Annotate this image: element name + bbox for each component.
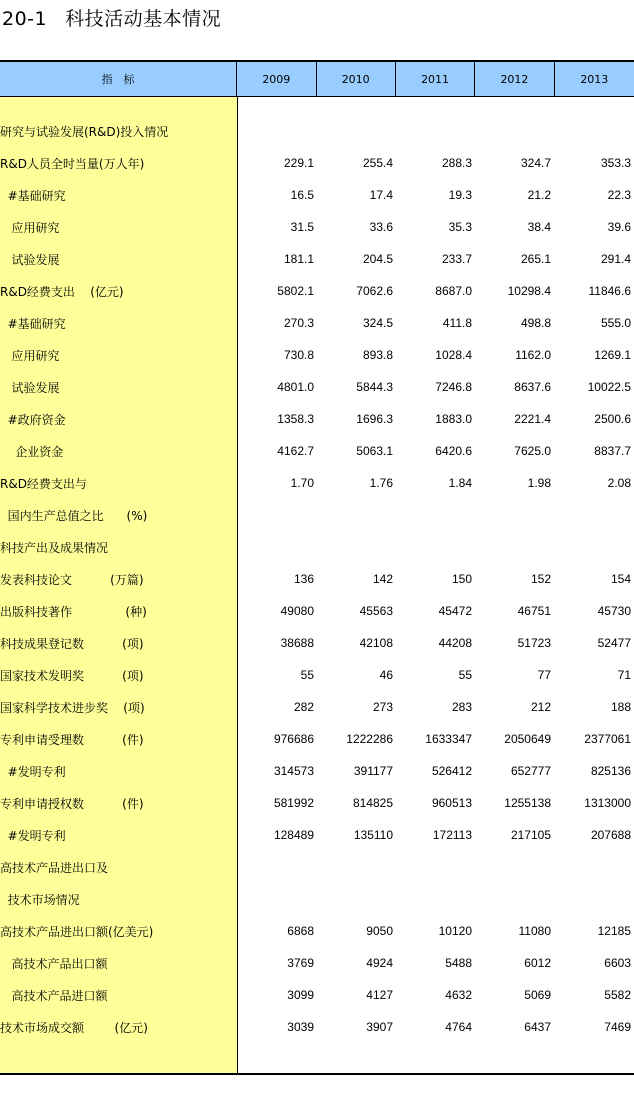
- row-value: 353.3: [600, 156, 631, 170]
- row-value: 33.6: [369, 220, 393, 234]
- row-value: 814825: [352, 796, 393, 810]
- row-value: 273: [372, 700, 393, 714]
- row-value: 3039: [287, 1020, 314, 1034]
- row-value: 46751: [517, 604, 551, 618]
- table-row: [0, 915, 634, 947]
- row-label: 技术市场情况: [0, 892, 80, 907]
- row-label: 应用研究: [0, 348, 60, 363]
- row-value: 8687.0: [435, 284, 472, 298]
- table-row: [0, 723, 634, 755]
- table-row: [0, 531, 634, 563]
- row-value: 526412: [431, 764, 472, 778]
- table-row: [0, 595, 634, 627]
- header-year: 2009: [237, 62, 316, 96]
- row-value: 1358.3: [277, 412, 314, 426]
- row-value: 4764: [445, 1020, 472, 1034]
- row-value: 5802.1: [277, 284, 314, 298]
- table-row: [0, 307, 634, 339]
- row-label: 国内生产总值之比 (%): [0, 508, 148, 523]
- row-value: 12185: [597, 924, 631, 938]
- row-label: 出版科技著作 (种): [0, 604, 147, 619]
- row-label: 高技术产品进口额: [0, 988, 108, 1003]
- row-value: 7062.6: [356, 284, 393, 298]
- data-table: [0, 60, 634, 1075]
- table-row: [0, 339, 634, 371]
- table-row: [0, 691, 634, 723]
- row-value: 6420.6: [435, 444, 472, 458]
- header-indicator: 指 标: [0, 62, 237, 96]
- row-value: 207688: [590, 828, 631, 842]
- row-value: 17.4: [369, 188, 393, 202]
- row-value: 10120: [438, 924, 472, 938]
- header-year: 2010: [317, 62, 396, 96]
- row-label: 高技术产品进出口及: [0, 860, 109, 875]
- row-value: 4127: [366, 988, 393, 1002]
- row-label: 科技成果登记数 (项): [0, 636, 144, 651]
- row-value: 35.3: [448, 220, 472, 234]
- row-label: 试验发展: [0, 380, 60, 395]
- row-value: 555.0: [600, 316, 631, 330]
- row-value: 52477: [597, 636, 631, 650]
- row-label: 技术市场成交额 (亿元): [0, 1020, 148, 1035]
- row-value: 135110: [353, 828, 393, 842]
- row-value: 2050649: [504, 732, 551, 746]
- table-row: [0, 819, 634, 851]
- row-value: 324.7: [520, 156, 551, 170]
- header-year: 2011: [396, 62, 475, 96]
- row-value: 1028.4: [435, 348, 472, 362]
- row-value: 142: [372, 572, 393, 586]
- row-value: 893.8: [362, 348, 393, 362]
- row-value: 825136: [590, 764, 631, 778]
- row-value: 42108: [359, 636, 393, 650]
- table-row: [0, 627, 634, 659]
- row-value: 38688: [280, 636, 314, 650]
- row-label: 高技术产品出口额: [0, 956, 108, 971]
- row-value: 5063.1: [356, 444, 393, 458]
- row-value: 5844.3: [356, 380, 393, 394]
- row-value: 188: [610, 700, 631, 714]
- row-label: 专利申请授权数 (件): [0, 796, 144, 811]
- row-value: 324.5: [362, 316, 393, 330]
- header-year: 2013: [580, 72, 609, 86]
- row-value: 1162.0: [515, 348, 551, 362]
- row-label: 国家科学技术进步奖 (项): [0, 700, 145, 715]
- row-value: 21.2: [527, 188, 551, 202]
- row-value: 212: [530, 700, 551, 714]
- row-value: 976686: [273, 732, 314, 746]
- row-value: 7469: [604, 1020, 631, 1034]
- row-value: 5488: [445, 956, 472, 970]
- row-value: 11080: [518, 924, 551, 938]
- row-value: 2377061: [584, 732, 631, 746]
- row-value: 154: [610, 572, 631, 586]
- row-value: 1633347: [425, 732, 472, 746]
- row-value: 45563: [359, 604, 393, 618]
- row-value: 233.7: [441, 252, 472, 266]
- row-value: 181.1: [283, 252, 314, 266]
- row-value: 45730: [597, 604, 631, 618]
- row-value: 128489: [273, 828, 314, 842]
- row-value: 1.84: [448, 476, 472, 490]
- row-value: 1.76: [369, 476, 393, 490]
- row-value: 1313000: [584, 796, 631, 810]
- table-row: [0, 179, 634, 211]
- row-value: 44208: [438, 636, 472, 650]
- table-row: [0, 115, 634, 147]
- row-value: 6868: [287, 924, 314, 938]
- row-value: 229.1: [283, 156, 314, 170]
- table-row: [0, 787, 634, 819]
- row-value: 3907: [366, 1020, 393, 1034]
- row-value: 5069: [524, 988, 551, 1002]
- row-value: 10298.4: [507, 284, 551, 298]
- row-value: 730.8: [283, 348, 314, 362]
- row-value: 4162.7: [277, 444, 314, 458]
- row-value: 1269.1: [594, 348, 631, 362]
- row-value: 3099: [287, 988, 314, 1002]
- row-value: 282: [293, 700, 314, 714]
- row-value: 270.3: [283, 316, 314, 330]
- row-label: R&D人员全时当量(万人年): [0, 156, 145, 171]
- row-label: #基础研究: [0, 188, 66, 203]
- row-value: 411.8: [442, 316, 472, 330]
- row-value: 2500.6: [594, 412, 631, 426]
- row-label: 研究与试验发展(R&D)投入情况: [0, 124, 169, 139]
- row-label: 高技术产品进出口额(亿美元): [0, 924, 154, 939]
- row-label: #基础研究: [0, 316, 66, 331]
- row-value: 4924: [366, 956, 393, 970]
- table-row: [0, 883, 634, 915]
- row-value: 291.4: [600, 252, 631, 266]
- row-label: #发明专利: [0, 828, 66, 843]
- row-value: 3769: [287, 956, 314, 970]
- row-value: 283: [451, 700, 472, 714]
- table-row: [0, 851, 634, 883]
- row-value: 31.5: [290, 220, 314, 234]
- row-value: 46: [379, 668, 393, 682]
- row-value: 1.98: [527, 476, 551, 490]
- row-value: 7246.8: [435, 380, 472, 394]
- row-label: 发表科技论文 (万篇): [0, 572, 144, 587]
- table-row: [0, 979, 634, 1011]
- table-row: [0, 563, 634, 595]
- row-value: 6603: [604, 956, 631, 970]
- table-row: [0, 435, 634, 467]
- table-row: [0, 467, 634, 499]
- row-value: 8837.7: [594, 444, 631, 458]
- row-label: R&D经费支出 (亿元): [0, 284, 124, 299]
- row-value: 22.3: [607, 188, 631, 202]
- table-row: [0, 403, 634, 435]
- row-value: 55: [458, 668, 472, 682]
- row-value: 581992: [273, 796, 314, 810]
- row-label: R&D经费支出与: [0, 476, 87, 491]
- row-label: #发明专利: [0, 764, 66, 779]
- row-value: 10022.5: [587, 380, 631, 394]
- row-label: 科技产出及成果情况: [0, 540, 109, 555]
- table-row: [0, 1011, 634, 1043]
- table-row: [0, 147, 634, 179]
- row-value: 498.8: [520, 316, 551, 330]
- row-value: 5582: [604, 988, 631, 1002]
- row-label: 专利申请受理数 (件): [0, 732, 144, 747]
- row-value: 6012: [524, 956, 551, 970]
- row-value: 2221.4: [514, 412, 551, 426]
- table-row: [0, 659, 634, 691]
- row-value: 38.4: [527, 220, 551, 234]
- row-value: 55: [300, 668, 314, 682]
- row-value: 51723: [517, 636, 551, 650]
- row-value: 16.5: [290, 188, 314, 202]
- row-value: 8637.6: [514, 380, 551, 394]
- table-row: [0, 211, 634, 243]
- row-value: 4632: [445, 988, 472, 1002]
- row-value: 204.5: [362, 252, 393, 266]
- row-value: 152: [530, 572, 551, 586]
- row-value: 1696.3: [356, 412, 393, 426]
- row-value: 2.08: [607, 476, 631, 490]
- row-value: 1222286: [346, 732, 393, 746]
- row-value: 45472: [438, 604, 472, 618]
- page-title: [2, 4, 221, 31]
- row-value: 217105: [510, 828, 551, 842]
- row-value: 77: [537, 668, 551, 682]
- row-value: 19.3: [448, 188, 472, 202]
- table-number: 20-1: [2, 8, 48, 30]
- row-value: 1883.0: [435, 412, 472, 426]
- row-label: 国家技术发明奖 (项): [0, 668, 144, 683]
- row-value: 1.70: [290, 476, 314, 490]
- row-value: 652777: [510, 764, 551, 778]
- row-value: 49080: [280, 604, 314, 618]
- row-value: 11846.6: [588, 284, 631, 298]
- row-value: 314573: [273, 764, 314, 778]
- row-value: 391177: [353, 764, 393, 778]
- table-body: [0, 97, 634, 1075]
- table-title: 科技活动基本情况: [65, 8, 222, 30]
- row-label: 企业资金: [0, 444, 64, 459]
- header-year: 2012: [475, 62, 554, 96]
- table-row: [0, 755, 634, 787]
- row-value: 1255138: [504, 796, 551, 810]
- row-value: 172113: [432, 828, 472, 842]
- row-value: 288.3: [441, 156, 472, 170]
- row-value: 39.6: [607, 220, 631, 234]
- table-row: [0, 371, 634, 403]
- row-value: 4801.0: [277, 380, 314, 394]
- table-header: [0, 60, 634, 97]
- row-value: 136: [293, 572, 314, 586]
- row-value: 150: [451, 572, 472, 586]
- table-row: [0, 947, 634, 979]
- table-row: [0, 243, 634, 275]
- row-value: 7625.0: [514, 444, 551, 458]
- row-label: 试验发展: [0, 252, 60, 267]
- table-row: [0, 499, 634, 531]
- row-label: #政府资金: [0, 412, 66, 427]
- row-value: 255.4: [362, 156, 393, 170]
- row-value: 6437: [524, 1020, 551, 1034]
- row-value: 960513: [431, 796, 472, 810]
- row-value: 9050: [366, 924, 393, 938]
- table-row: [0, 275, 634, 307]
- row-value: 71: [617, 668, 631, 682]
- row-value: 265.1: [520, 252, 551, 266]
- row-label: 应用研究: [0, 220, 60, 235]
